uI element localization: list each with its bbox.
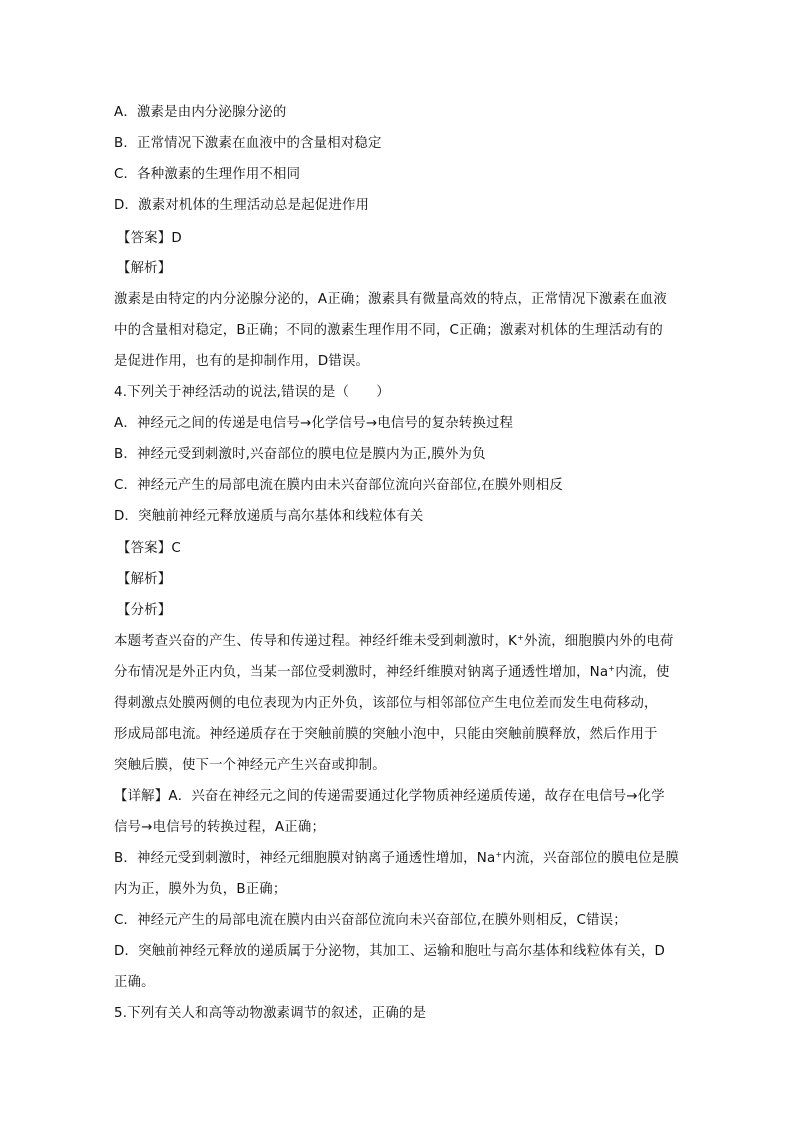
q4-option-a: A．神经元之间的传递是电信号→化学信号→电信号的复杂转换过程 bbox=[114, 416, 514, 431]
q4-option-d: D．突触前神经元释放递质与高尔基体和线粒体有关 bbox=[114, 509, 424, 524]
q3-option-d: D．激素对机体的生理活动总是起促进作用 bbox=[114, 198, 370, 213]
q3-answer: 【答案】D bbox=[117, 231, 182, 246]
q3-analysis-heading: 【解析】 bbox=[117, 261, 172, 276]
q4-detail-d-line-2: 正确。 bbox=[114, 975, 155, 990]
q3-option-b: B．正常情况下激素在血液中的含量相对稳定 bbox=[114, 136, 382, 151]
q4-detail-d-line-1: D．突触前神经元释放的递质属于分泌物，其加工、运输和胞吐与高尔基体和线粒体有关，D bbox=[114, 944, 666, 959]
q4-detail-b-line-2: 内为正，膜外为负，B正确； bbox=[114, 882, 287, 897]
q4-analysis-heading: 【解析】 bbox=[117, 572, 172, 587]
q4-answer: 【答案】C bbox=[117, 541, 181, 556]
q4-detail-a-line-1: 【详解】A．兴奋在神经元之间的传递需要通过化学物质神经递质传递，故存在电信号→化学 bbox=[114, 789, 665, 804]
q4-fenxi-line-4: 形成局部电流。神经递质存在于突触前膜的突触小泡中，只能由突触前膜释放，然后作用于 bbox=[114, 727, 658, 742]
q4-fenxi-line-1: 本题考查兴奋的产生、传导和传递过程。神经纤维未受到刺激时，K+外流，细胞膜内外的电荷 bbox=[114, 633, 674, 649]
q3-analysis-line-1: 激素是由特定的内分泌腺分泌的，A正确；激素具有微量高效的特点，正常情况下激素在血液 bbox=[114, 292, 667, 307]
q4-fenxi-line-3: 得刺激点处膜两侧的电位表现为内正外负，该部位与相邻部位产生电位差而发生电荷移动， bbox=[114, 696, 658, 711]
q4-detail-b-line-1: B．神经元受到刺激时，神经元细胞膜对钠离子通透性增加，Na+内流，兴奋部位的膜电位是膜 bbox=[114, 850, 679, 866]
q4-detail-a-line-2: 信号→电信号的转换过程，A正确； bbox=[114, 820, 326, 835]
q3-option-c: C．各种激素的生理作用不相同 bbox=[114, 167, 301, 182]
q4-option-b: B．神经元受到刺激时,兴奋部位的膜电位是膜内为正,膜外为负 bbox=[114, 447, 486, 462]
q4-stem: 4.下列关于神经活动的说法,错误的是（ ） bbox=[114, 385, 390, 400]
q4-fenxi-line-2: 分布情况是外正内负，当某一部位受刺激时，神经纤维膜对钠离子通透性增加，Na+内流，使 bbox=[114, 664, 670, 680]
q5-stem: 5.下列有关人和高等动物激素调节的叙述，正确的是 bbox=[114, 1006, 427, 1021]
q3-analysis-line-3: 是促进作用，也有的是抑制作用，D错误。 bbox=[114, 354, 370, 369]
q4-fenxi-line-5: 突触后膜，使下一个神经元产生兴奋或抑制。 bbox=[114, 758, 386, 773]
q4-fenxi-heading: 【分析】 bbox=[117, 603, 172, 618]
q3-analysis-line-2: 中的含量相对稳定，B正确；不同的激素生理作用不同，C正确；激素对机体的生理活动有的 bbox=[114, 323, 663, 338]
q4-option-c: C．神经元产生的局部电流在膜内由未兴奋部位流向兴奋部位,在膜外则相反 bbox=[114, 478, 563, 493]
q3-option-a: A．激素是由内分泌腺分泌的 bbox=[114, 105, 287, 120]
q4-detail-c-line-1: C．神经元产生的局部电流在膜内由兴奋部位流向未兴奋部位,在膜外则相反，C错误； bbox=[114, 913, 627, 928]
